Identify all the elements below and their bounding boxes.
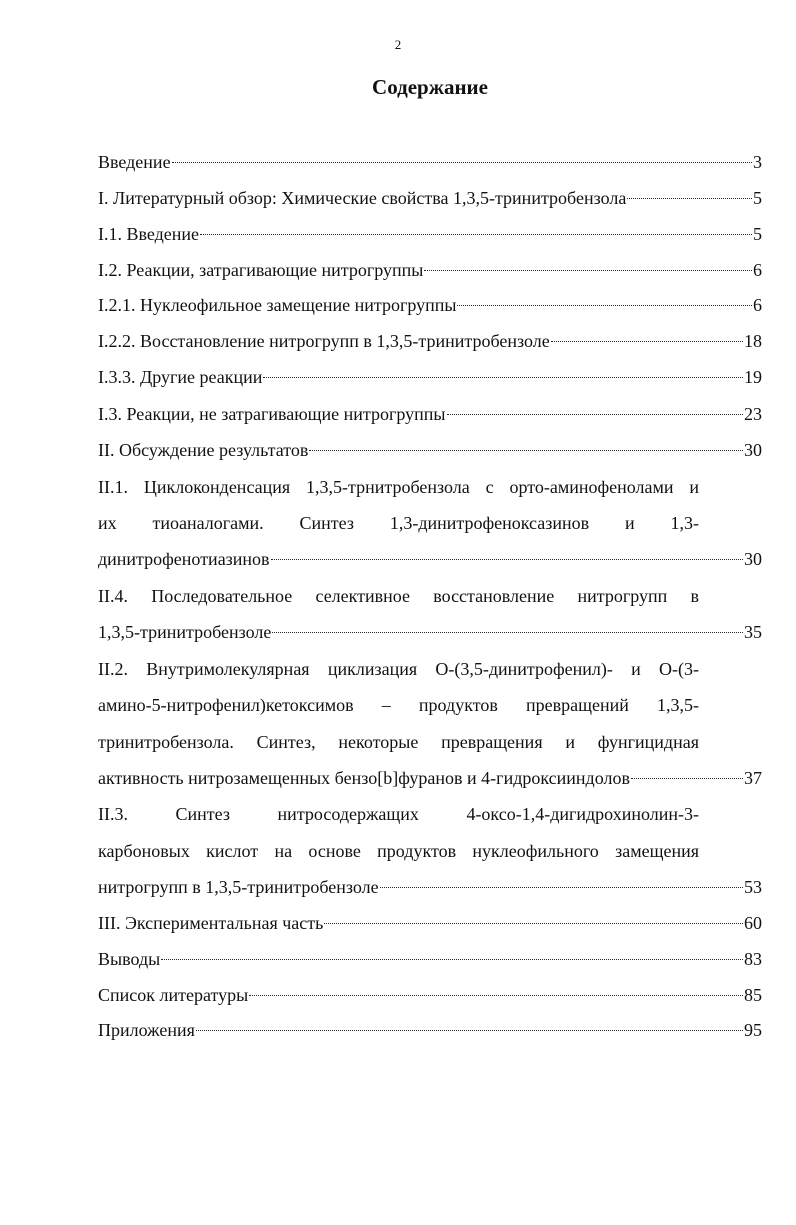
toc-entry-text: I.1. Введение xyxy=(98,224,200,244)
toc-entry xyxy=(98,545,762,573)
toc-entry-text: II.1. Циклоконденсация 1,3,5-трнитробензола с орто-аминофенолами и xyxy=(98,477,699,497)
toc-page-number: 19 xyxy=(744,367,762,387)
toc-leader-dots xyxy=(272,618,743,633)
toc-entry-text: I.3. Реакции, не затрагивающие нитрогруппы xyxy=(98,404,446,424)
page-number: 2 xyxy=(394,37,402,52)
toc-page-number: 6 xyxy=(753,295,762,315)
toc-leader-dots xyxy=(172,148,752,163)
toc-page-number: 3 xyxy=(753,152,762,172)
toc-leader-dots xyxy=(271,545,743,560)
toc-entry-line xyxy=(98,655,699,683)
toc-leader-dots xyxy=(424,256,752,271)
toc-entry-text: II.2. Внутримолекулярная циклизация О-(3,5-динитрофенил)- и О-(3- xyxy=(98,659,699,679)
toc-entry-text: нитрогрупп в 1,3,5-тринитробензоле xyxy=(98,877,379,897)
toc-entry xyxy=(98,1016,762,1044)
toc-leader-dots xyxy=(447,400,744,415)
toc-page-number: 35 xyxy=(744,622,762,642)
toc-page-number: 5 xyxy=(753,188,762,208)
toc-entry-text: амино-5-нитрофенил)кетоксимов – продуктов превращений 1,3,5- xyxy=(98,695,699,715)
toc-entry xyxy=(98,291,762,319)
toc-leader-dots xyxy=(200,220,752,235)
page-title: Содержание xyxy=(372,75,488,99)
toc-leader-dots xyxy=(457,291,752,306)
toc-entry-text: I.2. Реакции, затрагивающие нитрогруппы xyxy=(98,260,424,280)
toc-page-number: 60 xyxy=(744,913,762,933)
toc-entry-text: III. Экспериментальная часть xyxy=(98,913,324,933)
toc-entry-text: I.2.1. Нуклеофильное замещение нитрогруппы xyxy=(98,295,457,315)
toc-entry-text: 1,3,5-тринитробензоле xyxy=(98,622,272,642)
toc-page-number: 6 xyxy=(753,260,762,280)
toc-entry xyxy=(98,363,762,391)
toc-page-number: 30 xyxy=(744,440,762,460)
toc-leader-dots xyxy=(249,981,743,996)
toc-entry xyxy=(98,327,762,355)
toc-entry xyxy=(98,909,762,937)
toc-page-number: 95 xyxy=(744,1020,762,1040)
toc-entry-line xyxy=(98,473,699,501)
toc-leader-dots xyxy=(309,436,743,451)
toc-entry-line xyxy=(98,728,699,756)
toc-page-number: 53 xyxy=(744,877,762,897)
toc-entry xyxy=(98,220,762,248)
toc-entry xyxy=(98,764,762,792)
toc-entry xyxy=(98,436,762,464)
toc-entry xyxy=(98,256,762,284)
toc-page-number: 23 xyxy=(744,404,762,424)
toc-page-number: 85 xyxy=(744,985,762,1005)
toc-entry-text: карбоновых кислот на основе продуктов нуклеофильного замещения xyxy=(98,841,699,861)
toc-page-number: 83 xyxy=(744,949,762,969)
toc-entry-text: динитрофенотиазинов xyxy=(98,549,270,569)
toc-leader-dots xyxy=(631,764,743,779)
toc-entry-line xyxy=(98,837,699,865)
toc-entry-text: Приложения xyxy=(98,1020,195,1040)
toc-entry-line xyxy=(98,691,699,719)
toc-leader-dots xyxy=(263,363,743,378)
toc-entry-line xyxy=(98,800,699,828)
toc-entry-text: I. Литературный обзор: Химические свойства 1,3,5-тринитробензола xyxy=(98,188,627,208)
toc-entry-text: I.3.3. Другие реакции xyxy=(98,367,263,387)
toc-entry xyxy=(98,618,762,646)
toc-leader-dots xyxy=(324,909,743,924)
toc-entry-text: Выводы xyxy=(98,949,161,969)
toc-entry-text: I.2.2. Восстановление нитрогрупп в 1,3,5-тринитробензоле xyxy=(98,331,550,351)
toc-entry xyxy=(98,873,762,901)
toc-entry-text: II.3. Синтез нитросодержащих 4-оксо-1,4-дигидрохинолин-3- xyxy=(98,804,699,824)
toc-leader-dots xyxy=(551,327,743,342)
toc-page-number: 18 xyxy=(744,331,762,351)
toc-entry xyxy=(98,981,762,1009)
toc-entry xyxy=(98,148,762,176)
toc-entry-text: Список литературы xyxy=(98,985,249,1005)
toc-entry-line xyxy=(98,509,699,537)
toc-leader-dots xyxy=(627,184,752,199)
toc-leader-dots xyxy=(161,945,743,960)
toc-entry-text: II. Обсуждение результатов xyxy=(98,440,309,460)
toc-leader-dots xyxy=(196,1016,743,1031)
toc-entry-text: Введение xyxy=(98,152,171,172)
toc-page-number: 37 xyxy=(744,768,762,788)
toc-leader-dots xyxy=(380,873,743,888)
toc-page-number: 30 xyxy=(744,549,762,569)
toc-entry xyxy=(98,400,762,428)
toc-entry-text: активность нитрозамещенных бензо[b]фуранов и 4-гидроксииндолов xyxy=(98,768,630,788)
toc-entry xyxy=(98,184,762,212)
toc-entry-text: II.4. Последовательное селективное восстановление нитрогрупп в xyxy=(98,586,699,606)
toc-page-number: 5 xyxy=(753,224,762,244)
toc-entry-line xyxy=(98,582,699,610)
toc-entry-text: их тиоаналогами. Синтез 1,3-динитрофеноксазинов и 1,3- xyxy=(98,513,699,533)
toc-entry xyxy=(98,945,762,973)
toc-entry-text: тринитробензола. Синтез, некоторые превращения и фунгицидная xyxy=(98,732,699,752)
